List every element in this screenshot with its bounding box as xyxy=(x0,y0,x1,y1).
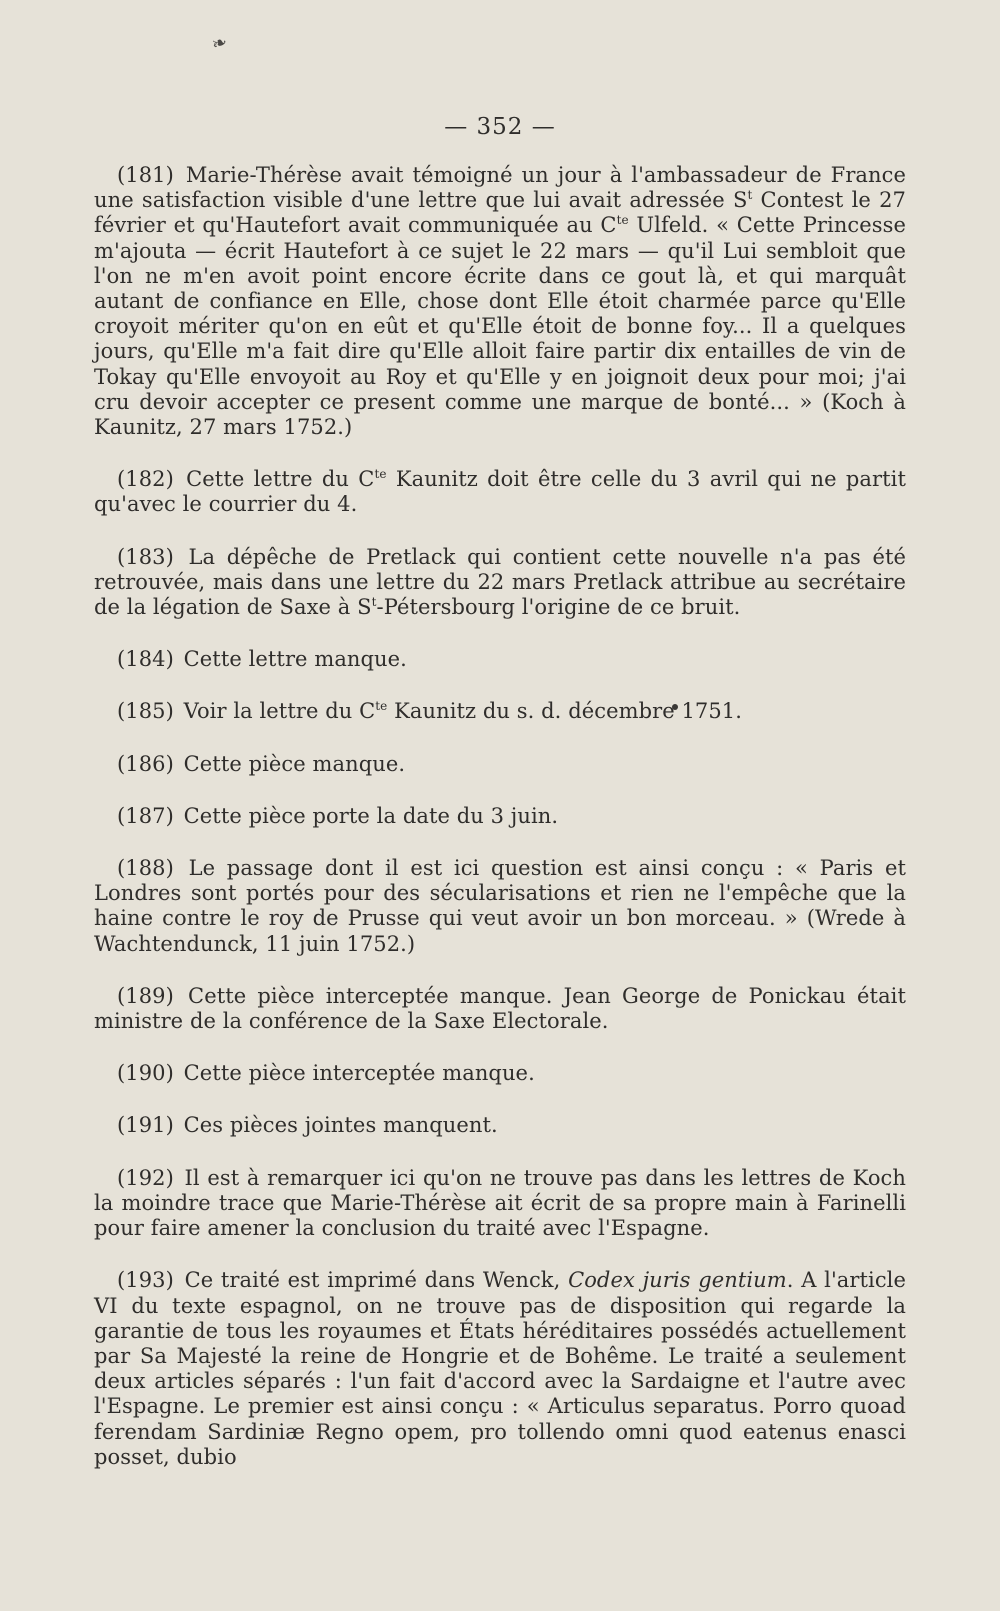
footnote-label: (186) xyxy=(117,751,174,776)
footnote-label: (191) xyxy=(117,1113,174,1138)
superscript: te xyxy=(616,213,629,228)
superscript: t xyxy=(747,188,753,203)
footnote-182 xyxy=(94,467,906,517)
footnote-181 xyxy=(94,163,906,440)
footnote-text: Cette lettre du C xyxy=(186,467,375,492)
footnote-text: Cette pièce interceptée manque. xyxy=(183,1061,535,1086)
footnote-189 xyxy=(94,984,906,1034)
footnote-191 xyxy=(94,1113,906,1138)
footnote-label: (192) xyxy=(117,1165,174,1190)
footnote-text: Ulfeld. « Cette Princesse m'ajouta — écrit Hautefort à ce sujet le 22 mars — qu'il Lui sembloit que l'on ne m'en avoit point encore écrite dans ce gout là, et qui marquât autant de confiance en Elle, chose dont Elle étoit charmée parce qu'Elle croyoit mériter qu'on en eût et qu'Elle étoit de bonne foy... Il a quelques jours, qu'Elle m'a fait dire qu'Elle alloit faire partir dix entailles de vin de Tokay qu'Elle envoyoit au Roy et qu'Elle y en joignoit deux pour moi; j'ai cru devoir accepter ce present comme une marque de bonté... » (Koch à Kaunitz, 27 mars 1752.) xyxy=(94,213,906,440)
footnote-label: (182) xyxy=(117,467,174,492)
footnote-text: Kaunitz doit être celle du 3 avril qui ne partit qu'avec le courrier du 4. xyxy=(94,467,906,517)
footnote-187 xyxy=(94,804,906,829)
book-title-italic: Codex juris gentium xyxy=(568,1268,787,1293)
footnote-text: Contest le 27 février et qu'Hautefort avait communiquée au C xyxy=(94,188,906,238)
footnote-184 xyxy=(94,647,906,672)
footnote-185 xyxy=(94,699,906,724)
footnote-188 xyxy=(94,856,906,957)
footnote-label: (187) xyxy=(117,803,174,828)
footnote-text: Le passage dont il est ici question est ainsi conçu : « Paris et Londres sont portés pour des sécularisations et rien ne l'empêche que la haine contre le roy de Prusse qui veut avoir un bon morceau. » (Wrede à Wachtendunck, 11 juin 1752.) xyxy=(94,856,906,956)
footnote-text: . A l'article VI du texte espagnol, on ne trouve pas de disposition qui regarde la garantie de tous les royaumes et États héréditaires possédés actuellement par Sa Majesté la reine de Hongrie et de Bohême. Le traité a seulement deux articles séparés : l'un fait d'accord avec la Sardaigne et l'autre avec l'Espagne. Le premier est ainsi conçu : « Articulus separatus. Porro quoad ferendam Sardiniæ Regno opem, pro tollendo omni quod eatenus enasci posset, dubio xyxy=(94,1268,906,1469)
footnote-text: Marie-Thérèse avait témoigné un jour à l'ambassadeur de France une satisfaction visible d'une lettre que lui avait adressée S xyxy=(94,163,906,213)
superscript: t xyxy=(371,595,377,610)
superscript: te xyxy=(374,467,387,482)
footnote-183 xyxy=(94,545,906,621)
footnote-label: (181) xyxy=(117,163,174,187)
footnote-text: Cette pièce manque. xyxy=(183,751,406,776)
footnote-text: Cette pièce interceptée manque. Jean George de Ponickau était ministre de la conférence de la Saxe Electorale. xyxy=(94,983,906,1034)
footnote-text: Ces pièces jointes manquent. xyxy=(183,1113,498,1138)
footnote-label: (193) xyxy=(117,1268,174,1293)
superscript: te xyxy=(375,699,388,714)
footnote-text: Voir la lettre du C xyxy=(183,699,376,724)
footnote-text: -Pétersbourg l'origine de ce bruit. xyxy=(376,595,741,620)
footnote-text: Il est à remarquer ici qu'on ne trouve pas dans les lettres de Koch la moindre trace que Marie-Thérèse ait écrit de sa propre main à Farinelli pour faire amener la conclusion du traité avec l'Espagne. xyxy=(94,1165,906,1241)
footnote-text: Kaunitz du s. d. décembre 1751. xyxy=(387,699,742,724)
footnote-label: (185) xyxy=(117,699,174,724)
footnote-text: Ce traité est imprimé dans Wenck, xyxy=(184,1268,569,1293)
ink-smudge-icon: ❧ xyxy=(209,31,230,56)
footnote-label: (189) xyxy=(117,983,174,1008)
page-number: — 352 — xyxy=(444,114,556,140)
footnote-193 xyxy=(94,1268,906,1470)
footnote-label: (184) xyxy=(117,647,174,672)
footnote-192 xyxy=(94,1166,906,1242)
footnote-label: (188) xyxy=(117,856,174,881)
footnote-186 xyxy=(94,752,906,777)
footnote-label: (183) xyxy=(117,544,174,569)
footnotes xyxy=(94,163,906,1497)
footnote-text: Cette lettre manque. xyxy=(183,647,407,672)
footnote-text: La dépêche de Pretlack qui contient cette nouvelle n'a pas été retrouvée, mais dans une lettre du 22 mars Pretlack attribue au secrétaire de la légation de Saxe à S xyxy=(94,544,906,620)
footnote-label: (190) xyxy=(117,1061,174,1086)
footnote-190 xyxy=(94,1061,906,1086)
footnote-text: Cette pièce porte la date du 3 juin. xyxy=(183,803,559,828)
